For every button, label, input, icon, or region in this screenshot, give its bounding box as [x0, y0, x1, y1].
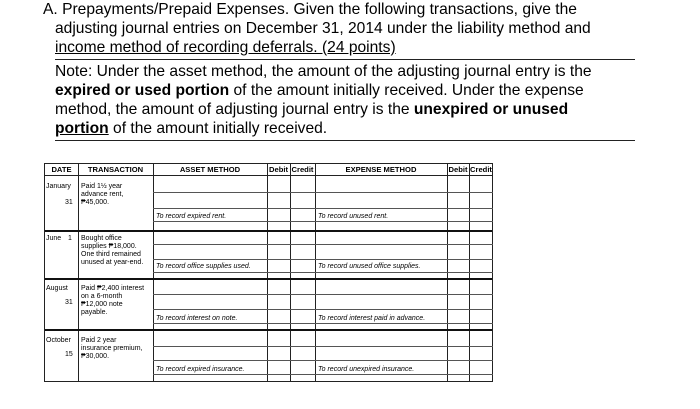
expense-amount-line — [447, 360, 493, 361]
row-4-month: October — [46, 337, 71, 344]
row-separator — [45, 278, 492, 280]
expense-entry-line — [315, 272, 447, 273]
asset-entry-line — [153, 221, 267, 222]
row-2-asset-note: To record office supplies used. — [156, 263, 251, 270]
expense-entry-line — [315, 259, 447, 260]
asset-entry-line — [153, 309, 267, 310]
header-debit-2: Debit — [448, 165, 468, 174]
header-credit: Credit — [291, 165, 314, 174]
asset-amount-line — [267, 244, 315, 245]
note-portion: portion — [55, 120, 109, 137]
question-heading — [43, 0, 643, 57]
asset-amount-line — [267, 272, 315, 273]
expense-amount-line — [447, 323, 493, 324]
col-divider-date — [78, 164, 79, 381]
expense-entry-line — [315, 346, 447, 347]
header-expense-method: EXPENSE METHOD — [345, 165, 417, 174]
row-3-line-2: on a 6-month — [81, 293, 123, 300]
expense-entry-line — [315, 323, 447, 324]
row-1-expense-note: To record unused rent. — [318, 213, 389, 220]
row-3-day: 31 — [65, 299, 73, 306]
asset-amount-line — [267, 309, 315, 310]
note-line-2-rest: of the amount initially received. Under the expense — [229, 82, 584, 99]
row-separator — [45, 230, 492, 232]
heading-line-1: A. Prepayments/Prepaid Expenses. Given the following transactions, give the — [43, 1, 577, 18]
expense-entry-line — [315, 294, 447, 295]
header-debit: Debit — [269, 165, 288, 174]
row-2-line-2: supplies ₱18,000. — [81, 243, 137, 250]
header-asset-method: ASSET METHOD — [179, 165, 241, 174]
row-1-month: January — [46, 183, 71, 190]
heading-line-3: income method of recording deferrals. (24 points) — [55, 39, 396, 56]
row-2-expense-note: To record unused office supplies. — [318, 263, 421, 270]
heading-line-2: adjusting journal entries on December 31, 2014 under the liability method and — [55, 20, 591, 37]
asset-amount-line — [267, 374, 315, 375]
row-4-expense-note: To record unexpired insurance. — [318, 366, 415, 373]
note-line-3-pre: method, the amount of adjusting journal entry is the — [55, 101, 414, 118]
header-bottom-line — [45, 175, 492, 176]
note-block — [55, 62, 645, 138]
row-2-day: 1 — [68, 235, 72, 242]
expense-amount-line — [447, 259, 493, 260]
note-line-2 — [55, 81, 645, 100]
note-divider — [55, 140, 635, 141]
header-transaction: TRANSACTION — [87, 165, 144, 174]
expense-amount-line — [447, 374, 493, 375]
row-1-line-3: ₱45,000. — [81, 199, 110, 206]
expense-entry-line — [315, 309, 447, 310]
asset-entry-line — [153, 360, 267, 361]
row-1-asset-note: To record expired rent. — [156, 213, 227, 220]
journal-entry-table — [44, 163, 493, 382]
asset-entry-line — [153, 272, 267, 273]
note-line-1: Note: Under the asset method, the amount of the adjusting journal entry is the — [55, 63, 592, 80]
row-separator — [45, 329, 492, 331]
header-date: DATE — [51, 165, 72, 174]
row-3-asset-note: To record interest on note. — [156, 315, 238, 322]
expense-entry-line — [315, 360, 447, 361]
asset-amount-line — [267, 259, 315, 260]
expense-entry-line — [315, 374, 447, 375]
row-1-day: 31 — [65, 199, 73, 206]
row-4-asset-note: To record expired insurance. — [156, 366, 245, 373]
asset-entry-line — [153, 294, 267, 295]
asset-entry-line — [153, 346, 267, 347]
row-3-line-3: ₱12,000 note — [81, 301, 123, 308]
note-line-3 — [55, 100, 645, 119]
row-3-line-1: Paid ₱2,400 interest — [81, 285, 145, 292]
row-4-day: 15 — [65, 351, 73, 358]
asset-amount-line — [267, 208, 315, 209]
row-3-month: August — [46, 285, 68, 292]
asset-entry-line — [153, 374, 267, 375]
expense-entry-line — [315, 192, 447, 193]
asset-amount-line — [267, 323, 315, 324]
expense-amount-line — [447, 208, 493, 209]
expense-amount-line — [447, 221, 493, 222]
row-4-line-2: insurance premium, — [81, 345, 143, 352]
note-expired-used: expired or used portion — [55, 82, 230, 99]
expense-amount-line — [447, 244, 493, 245]
note-line-4-rest: of the amount initially received. — [108, 120, 328, 137]
row-2-month: June — [46, 235, 62, 242]
row-4-line-1: Paid 2 year — [81, 337, 117, 344]
row-3-line-4: payable. — [81, 309, 108, 316]
row-1-line-2: advance rent, — [81, 191, 124, 198]
asset-amount-line — [267, 221, 315, 222]
asset-entry-line — [153, 244, 267, 245]
expense-entry-line — [315, 244, 447, 245]
expense-entry-line — [315, 221, 447, 222]
expense-amount-line — [447, 309, 493, 310]
note-unexpired-unused: unexpired or unused — [413, 101, 569, 118]
row-4-line-3: ₱30,000. — [81, 353, 110, 360]
row-2-line-4: unused at year-end. — [81, 259, 144, 266]
expense-amount-line — [447, 272, 493, 273]
asset-amount-line — [267, 346, 315, 347]
header-credit-2: Credit — [470, 165, 492, 174]
row-3-expense-note: To record interest paid in advance. — [318, 315, 426, 322]
expense-amount-line — [447, 294, 493, 295]
expense-entry-line — [315, 208, 447, 209]
asset-entry-line — [153, 259, 267, 260]
asset-entry-line — [153, 208, 267, 209]
expense-amount-line — [447, 192, 493, 193]
row-2-line-3: One third remained — [81, 251, 141, 258]
asset-amount-line — [267, 294, 315, 295]
note-line-4 — [55, 119, 645, 138]
asset-amount-line — [267, 192, 315, 193]
heading-divider — [55, 59, 635, 60]
asset-entry-line — [153, 192, 267, 193]
expense-amount-line — [447, 346, 493, 347]
asset-entry-line — [153, 323, 267, 324]
row-2-line-1: Bought office — [81, 235, 122, 242]
row-1-line-1: Paid 1½ year — [81, 183, 123, 190]
asset-amount-line — [267, 360, 315, 361]
